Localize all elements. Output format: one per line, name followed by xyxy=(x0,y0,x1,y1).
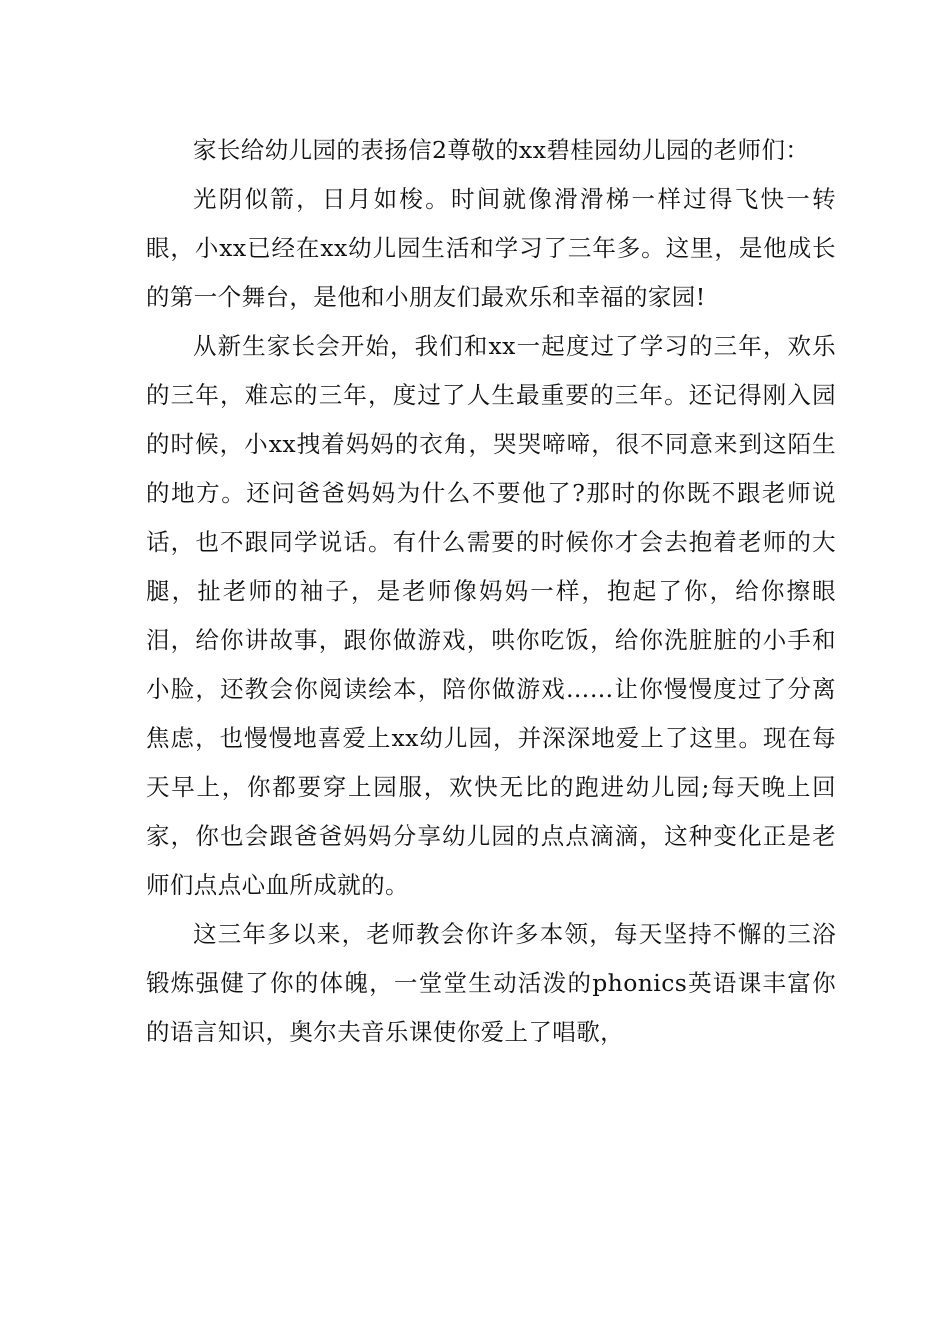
paragraph-title: 家长给幼儿园的表扬信2尊敬的xx碧桂园幼儿园的老师们： xyxy=(193,136,810,164)
letter-body xyxy=(146,126,836,1057)
paragraph: 光阴似箭，日月如梭。时间就像滑滑梯一样过得飞快一转眼，小xx已经在xx幼儿园生活和学习了三年多。这里，是他成长的第一个舞台，是他和小朋友们最欢乐和幸福的家园! xyxy=(146,185,836,311)
paragraph: 这三年多以来，老师教会你许多本领，每天坚持不懈的三浴锻炼强健了你的体魄，一堂堂生动活泼的phonics英语课丰富你的语言知识，奥尔夫音乐课使你爱上了唱歌， xyxy=(146,920,836,1046)
paragraph: 从新生家长会开始，我们和xx一起度过了学习的三年，欢乐的三年，难忘的三年，度过了人生最重要的三年。还记得刚入园的时候，小xx拽着妈妈的衣角，哭哭啼啼，很不同意来到这陌生的地方。还问爸爸妈妈为什么不要他了?那时的你既不跟老师说话，也不跟同学说话。有什么需要的时候你才会去抱着老师的大腿，扯老师的袖子，是老师像妈妈一样，抱起了你，给你擦眼泪，给你讲故事，跟你做游戏，哄你吃饭，给你洗脏脏的小手和小脸，还教会你阅读绘本，陪你做游戏……让你慢慢度过了分离焦虑，也慢慢地喜爱上xx幼儿园，并深深地爱上了这里。现在每天早上，你都要穿上园服，欢快无比的跑进幼儿园;每天晚上回家，你也会跟爸爸妈妈分享幼儿园的点点滴滴，这种变化正是老师们点点心血所成就的。 xyxy=(146,332,836,899)
